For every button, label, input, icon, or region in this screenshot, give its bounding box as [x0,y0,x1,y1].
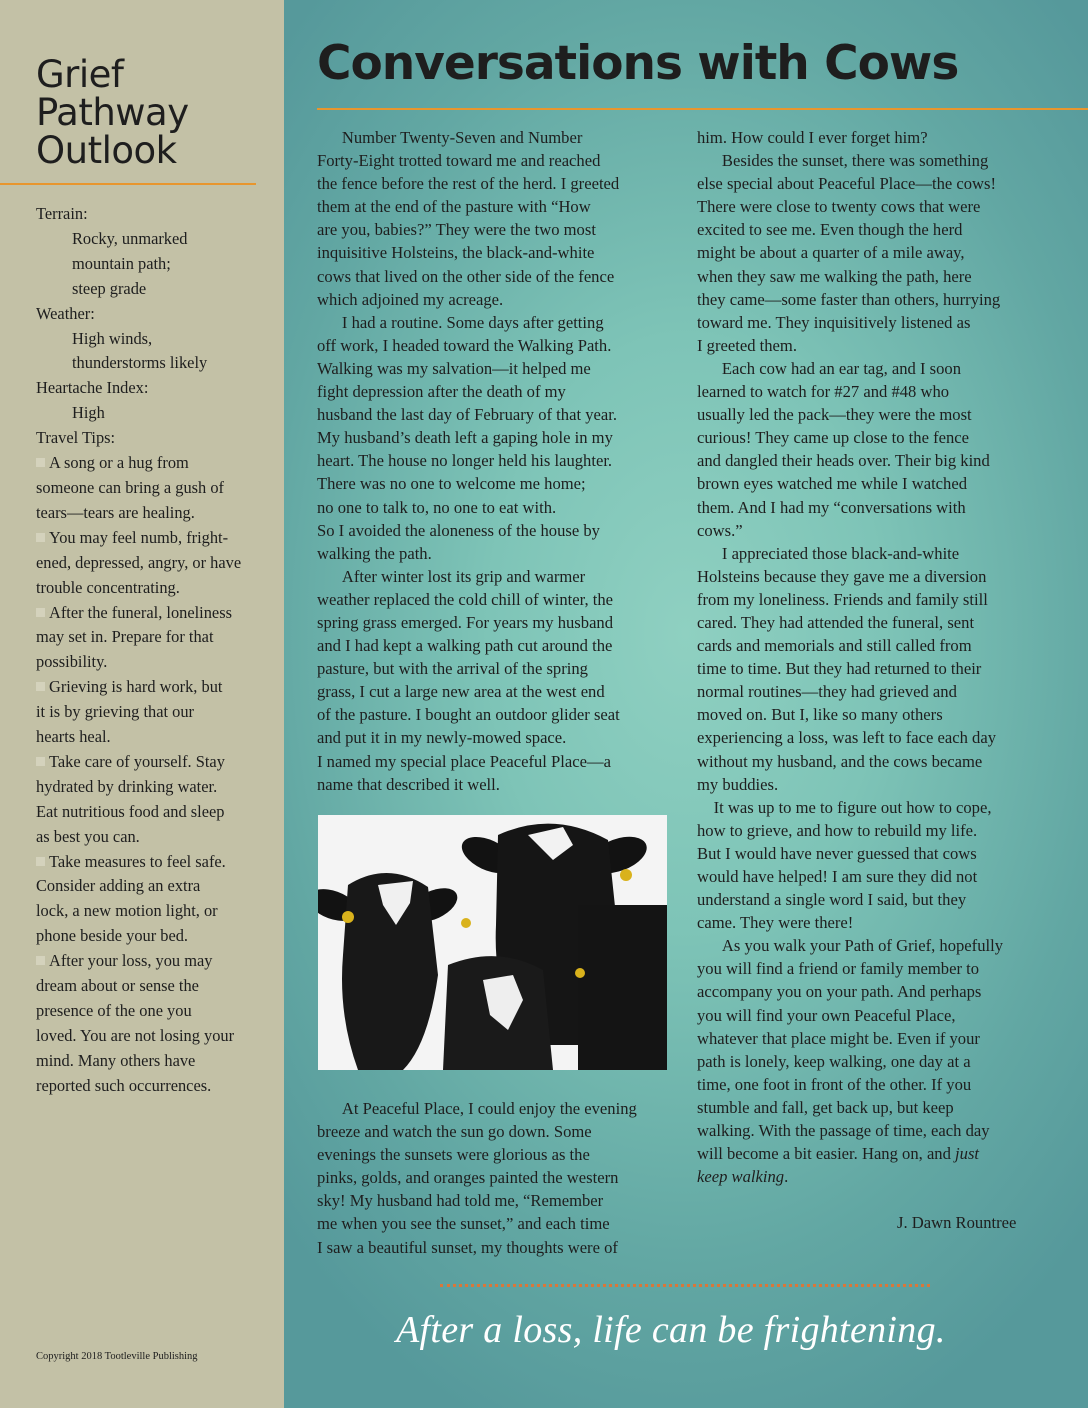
bullet-icon [36,956,45,965]
sidebar-line-text: it is by grieving that our [36,702,194,722]
sidebar-line [36,1074,264,1099]
article-line: you will find a friend or family member to [697,959,980,979]
article-line: Number Twenty-Seven and Number [317,128,583,147]
sidebar-line [36,376,264,401]
sidebar-line-text: hearts heal. [36,727,111,747]
sidebar-line [36,700,264,725]
tagline: After a loss, life can be frightening. [396,1309,946,1351]
sidebar-outlook-list [36,202,264,1099]
article-line: grass, I cut a large new area at the west end [317,682,605,702]
article-line: will become a bit easier. Hang on, and just [697,1144,980,1164]
article-line: without my husband, and the cows became [697,751,983,771]
sidebar-line [36,501,264,526]
article-line: There were close to twenty cows that were [697,197,981,217]
sidebar-line [36,974,264,999]
sidebar-line [36,874,264,899]
article-line: inquisitive Holsteins, the black-and-white [317,243,595,263]
article-line: how to grieve, and how to rebuild my life. [697,820,978,840]
sidebar-line [36,899,264,924]
article-column-1 [317,126,669,796]
sidebar-line [36,725,264,750]
copyright-text: Copyright 2018 Tootleville Publishing [36,1351,198,1362]
article-line: me when you see the sunset,” and each time [317,1214,610,1234]
article-line: cows.” [697,520,743,540]
travel-tip-item [36,526,264,551]
article-line: I named my special place Peaceful Place—a [317,751,611,771]
sidebar-line-text: thunderstorms likely [72,353,208,373]
cows-photo [318,815,667,1070]
article-line: evenings the sunsets were glorious as the [317,1145,590,1165]
article-line: and put it in my newly-mowed space. [317,728,567,748]
article-line: are you, babies?” They were the two most [317,220,596,240]
travel-tip-item [36,601,264,626]
article-line: cared. They had attended the funeral, sent [697,612,975,632]
article-line: pinks, golds, and oranges painted the western [317,1168,619,1188]
sidebar-line [36,576,264,601]
sidebar-line-text: dream about or sense the [36,976,199,996]
article-line: It was up to me to figure out how to cope, [697,797,992,817]
article-line: walking. With the passage of time, each day [697,1121,990,1141]
article-line: Forty-Eight trotted toward me and reached [317,151,601,171]
article-line: But I would have never guessed that cows [697,843,977,863]
title-divider [317,108,1088,110]
travel-tip-item [36,451,264,476]
sidebar-line-text: may set in. Prepare for that [36,627,214,647]
sidebar-line-text: loved. You are not losing your [36,1025,235,1045]
sidebar-line-text: reported such occurrences. [36,1075,212,1095]
article-line: spring grass emerged. For years my husband [317,612,614,632]
article-line: Besides the sunset, there was something [697,151,989,171]
article-line: cows that lived on the other side of the fence [317,266,615,286]
article-line: the fence before the rest of the herd. I greeted [317,174,620,194]
period: . [784,1167,789,1187]
article-line: I had a routine. Some days after getting [317,312,604,332]
article-line: off work, I headed toward the Walking Path. [317,335,612,355]
sidebar-line [36,625,264,650]
sidebar-divider [0,183,256,185]
article-line: After winter lost its grip and warmer [317,566,586,586]
sidebar-line [36,825,264,850]
bullet-icon [36,533,45,542]
article-line: weather replaced the cold chill of winter, the [317,589,614,609]
article-line: they came—some faster than others, hurrying [697,289,1001,309]
article-line: accompany you on your path. And perhaps [697,982,982,1002]
article-line: There was no one to welcome me home; [317,474,586,494]
author-signature: J. Dawn Rountree [897,1213,1017,1232]
sidebar-line-text: as best you can. [36,826,140,846]
bullet-icon [36,857,45,866]
article-line: whatever that place might be. Even if your [697,1028,980,1048]
sidebar-line-text: After your loss, you may [49,951,213,971]
sidebar-line [36,650,264,675]
article-line: no one to talk to, no one to eat with. [317,497,557,517]
article-line: might be about a quarter of a mile away, [697,243,965,263]
article-title: Conversations with Cows [317,36,959,91]
article-line: I greeted them. [697,335,797,355]
sidebar-line-text: Rocky, unmarked [72,228,188,248]
italic-emphasis: keep walking [697,1167,785,1187]
article-line: So I avoided the aloneness of the house by [317,520,600,540]
sidebar-line-text: mountain path; [72,253,171,273]
sidebar-line [36,800,264,825]
sidebar-line-text: Consider adding an extra [36,876,201,896]
article-line: I saw a beautiful sunset, my thoughts were of [317,1237,618,1257]
article-line: of the pasture. I bought an outdoor glider seat [317,705,620,725]
article-line: came. They were there! [697,913,854,933]
sidebar-title [36,53,189,172]
sidebar-title-line: Grief [36,53,124,96]
sidebar-line [36,924,264,949]
sidebar-line [36,202,264,227]
article-line: them at the end of the pasture with “How [317,197,591,217]
sidebar-line-text: phone beside your bed. [36,926,189,946]
bullet-icon [36,608,45,617]
sidebar-line [36,775,264,800]
sidebar-line-text: steep grade [72,278,147,298]
article-line: Holsteins because they gave me a diversion [697,566,987,586]
article-line: I appreciated those black-and-white [697,543,960,563]
article-column-2 [697,126,1057,1188]
sidebar-line [36,476,264,501]
sidebar-line [36,551,264,576]
article-line: time, one foot in front of the other. If you [697,1074,972,1094]
article-line: normal routines—they had grieved and [697,682,957,702]
article-line: experiencing a loss, was left to face each day [697,728,997,748]
sidebar-line [36,1049,264,1074]
sidebar-line-text: You may feel numb, fright- [49,527,229,547]
article-line: brown eyes watched me while I watched [697,474,968,494]
article-line: Walking was my salvation—it helped me [317,358,591,378]
article-line: understand a single word I said, but they [697,890,967,910]
travel-tip-item [36,949,264,974]
sidebar-title-line: Outlook [36,129,177,172]
sidebar-line-text: tears—tears are healing. [36,502,195,522]
article-line: sky! My husband had told me, “Remember [317,1191,604,1211]
sidebar-line-text: ened, depressed, angry, or have [36,552,242,572]
article-line: path is lonely, keep walking, one day at a [697,1051,971,1071]
sidebar-line [36,401,264,426]
article-line: walking the path. [317,543,432,563]
sidebar-line-text: After the funeral, loneliness [49,602,232,622]
article-line: pasture, but with the arrival of the spring [317,659,588,679]
article-line: cards and memorials and still called from [697,636,972,656]
italic-emphasis: just [955,1144,980,1164]
article-line: As you walk your Path of Grief, hopefully [697,936,1004,956]
sidebar-line-text: someone can bring a gush of [36,477,224,497]
travel-tip-item [36,675,264,700]
sidebar-line-text: Terrain: [36,204,88,223]
sidebar-line [36,1024,264,1049]
article-line: toward me. They inquisitively listened as [697,312,971,332]
article-line: and dangled their heads over. Their big kind [697,451,990,471]
article-line: would have helped! I am sure they did not [697,867,978,886]
article-line: At Peaceful Place, I could enjoy the evening [317,1099,637,1118]
article-line: and I had kept a walking path cut around the [317,636,613,656]
article-column-1-continued [317,1097,669,1259]
article-line: him. How could I ever forget him? [697,128,928,147]
article-line: breeze and watch the sun go down. Some [317,1122,592,1142]
sidebar-line-text: Weather: [36,303,95,323]
article-line: heart. The house no longer held his laughter. [317,451,613,471]
article-line: name that described it well. [317,774,500,794]
article-line: curious! They came up close to the fence [697,428,969,448]
sidebar-line-text: Eat nutritious food and sleep [36,801,225,821]
cows-photo-icon [318,815,667,1070]
travel-tip-item [36,850,264,875]
article-line: learned to watch for #27 and #48 who [697,382,950,402]
sidebar-line-text: Grieving is hard work, but [49,677,223,697]
sidebar-line [36,351,264,376]
article-line: else special about Peaceful Place—the cows! [697,174,997,194]
sidebar-line [36,227,264,252]
sidebar-line-text: A song or a hug from [49,453,189,473]
article-line: moved on. But I, like so many others [697,705,943,725]
article-line: my buddies. [697,774,779,794]
article-line: Each cow had an ear tag, and I soon [697,358,962,378]
dotted-divider [440,1284,930,1287]
sidebar-line-text: Take measures to feel safe. [49,851,226,871]
sidebar-line [36,327,264,352]
article-line: when they saw me walking the path, here [697,266,972,286]
sidebar-line-text: presence of the one you [36,1001,192,1020]
sidebar-line-text: Take care of yourself. Stay [49,751,225,771]
sidebar-line-text: hydrated by drinking water. [36,776,218,796]
sidebar-line [36,252,264,277]
bullet-icon [36,757,45,766]
article-line: you will find your own Peaceful Place, [697,1005,956,1025]
article-line: husband the last day of February of that year. [317,405,617,425]
sidebar-line-text: Travel Tips: [36,428,116,448]
article-line: fight depression after the death of my [317,382,566,402]
bullet-icon [36,458,45,467]
sidebar-line-text: Heartache Index: [36,378,149,398]
article-line: them. And I had my “conversations with [697,497,966,517]
article-line: which adjoined my acreage. [317,289,504,309]
article-line: usually led the pack—they were the most [697,405,972,425]
sidebar-title-line: Pathway [36,91,189,134]
article-line: from my loneliness. Friends and family still [697,589,988,609]
article-line [697,1165,1057,1188]
sidebar-line-text: High [72,403,105,423]
article-line: excited to see me. Even though the herd [697,220,963,240]
bullet-icon [36,682,45,691]
sidebar-line-text: mind. Many others have [36,1050,196,1070]
article-line: time to time. But they had returned to their [697,659,982,679]
travel-tip-item [36,750,264,775]
sidebar-line [36,302,264,327]
sidebar-line-text: possibility. [36,652,108,672]
sidebar-line-text: trouble concentrating. [36,577,180,597]
sidebar-line [36,426,264,451]
sidebar-line [36,999,264,1024]
article-line: stumble and fall, get back up, but keep [697,1097,954,1117]
article-line: My husband’s death left a gaping hole in my [317,428,613,448]
sidebar-line [36,277,264,302]
sidebar-line-text: lock, a new motion light, or [36,901,218,921]
sidebar-line-text: High winds, [72,328,153,348]
